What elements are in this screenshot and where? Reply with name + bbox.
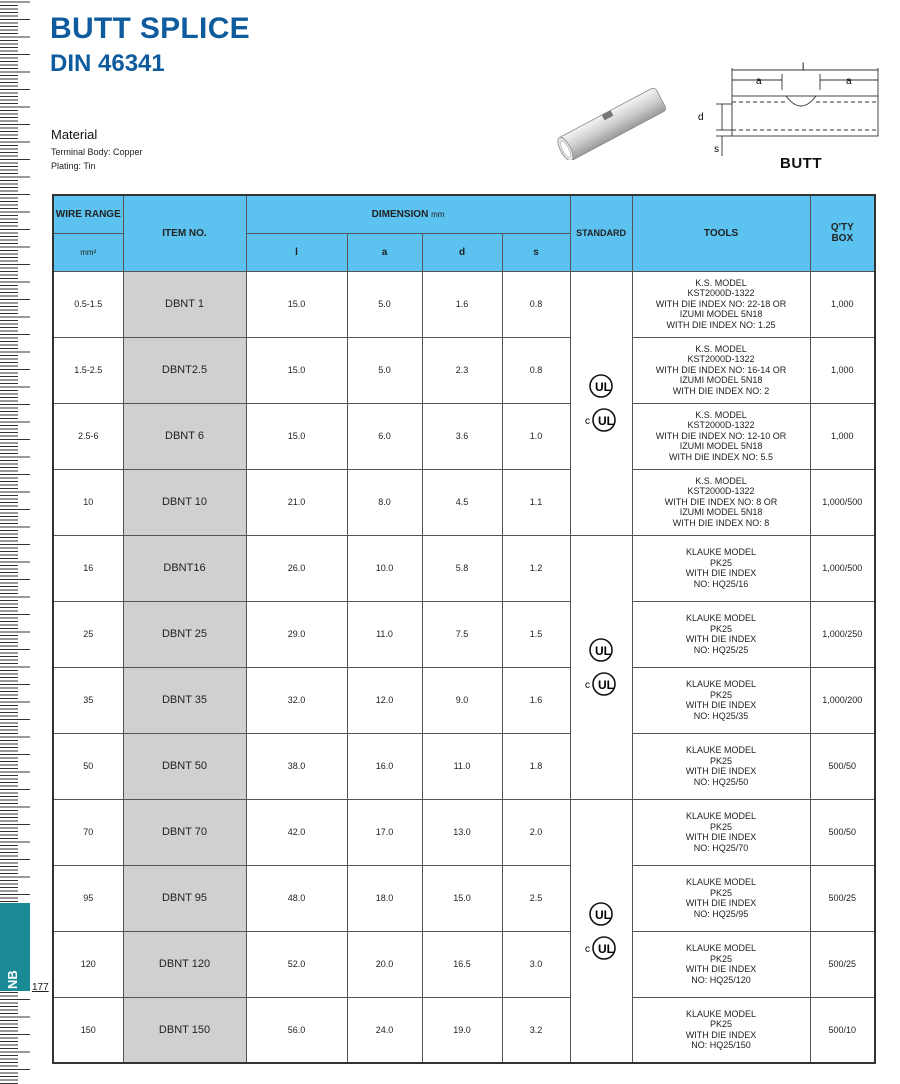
dim-l-cell: 21.0: [246, 469, 347, 535]
tools-line: NO: HQ25/50: [693, 776, 749, 787]
tools-line: KLAUKE MODEL: [686, 877, 757, 887]
dim-a-cell: 5.0: [347, 337, 422, 403]
tools-cell: [632, 403, 810, 469]
wire-range-cell: 16: [53, 535, 123, 601]
dim-a-cell: 24.0: [347, 997, 422, 1063]
qty-box-cell: 1,000: [810, 271, 875, 337]
tools-line: K.S. MODEL: [695, 475, 747, 486]
wire-range-cell: 120: [53, 931, 123, 997]
section-tab: [0, 903, 30, 991]
dim-d-cell: 1.6: [422, 271, 502, 337]
item-no-cell: DBNT 1: [123, 271, 246, 337]
item-no-cell: DBNT 120: [123, 931, 246, 997]
dim-d-cell: 15.0: [422, 865, 502, 931]
table-row: [53, 271, 875, 337]
header-standard: STANDARD: [570, 195, 632, 271]
header-dimension: DIMENSION mm: [246, 195, 570, 233]
tools-line: PK25: [710, 689, 733, 700]
qty-box-cell: 500/50: [810, 733, 875, 799]
dim-a-label-left: a: [756, 76, 762, 87]
dim-l-cell: 15.0: [246, 271, 347, 337]
tools-cell: [632, 733, 810, 799]
page-number: 177: [32, 982, 49, 993]
tools-line: NO: HQ25/95: [693, 908, 749, 919]
table-row: [53, 931, 875, 997]
tools-line: KLAUKE MODEL: [686, 679, 757, 689]
svg-text:UL: UL: [598, 678, 615, 692]
cul-mark-icon: [585, 935, 617, 961]
tools-line: KST2000D-1322: [687, 486, 755, 497]
dim-d-cell: 4.5: [422, 469, 502, 535]
diagram-caption: BUTT: [780, 155, 822, 172]
ul-mark-icon: [588, 901, 614, 927]
item-no-cell: DBNT2.5: [123, 337, 246, 403]
qty-box-cell: 1,000/200: [810, 667, 875, 733]
tools-line: WITH DIE INDEX NO: 16-14 OR: [655, 364, 787, 375]
material-body: Terminal Body: Copper: [51, 147, 143, 157]
tools-line: WITH DIE INDEX NO: 2: [672, 385, 770, 396]
tools-line: NO: HQ25/70: [693, 842, 749, 853]
dim-s-cell: 1.1: [502, 469, 570, 535]
wire-range-cell: 70: [53, 799, 123, 865]
qty-box-cell: 1,000/500: [810, 469, 875, 535]
dim-l-cell: 52.0: [246, 931, 347, 997]
qty-box-cell: 1,000/500: [810, 535, 875, 601]
tools-line: KLAUKE MODEL: [686, 613, 757, 623]
svg-text:c: c: [585, 416, 591, 427]
tools-cell: [632, 271, 810, 337]
tools-line: IZUMI MODEL 5N18: [679, 441, 763, 452]
dim-s-cell: 0.8: [502, 271, 570, 337]
wire-range-cell: 1.5-2.5: [53, 337, 123, 403]
dim-s-cell: 1.0: [502, 403, 570, 469]
header-wire-unit: mm²: [53, 233, 123, 271]
qty-box-cell: 1,000: [810, 337, 875, 403]
dim-a-cell: 6.0: [347, 403, 422, 469]
tools-line: WITH DIE INDEX NO: 22-18 OR: [655, 298, 787, 309]
dim-s-cell: 3.2: [502, 997, 570, 1063]
tools-line: K.S. MODEL: [695, 409, 747, 420]
dim-s-label: s: [714, 144, 719, 155]
tools-line: KST2000D-1322: [687, 288, 755, 299]
tools-line: KLAUKE MODEL: [686, 1008, 757, 1019]
dim-l-cell: 15.0: [246, 403, 347, 469]
tools-line: WITH DIE INDEX: [685, 700, 757, 710]
dim-a-cell: 18.0: [347, 865, 422, 931]
dim-l-cell: 38.0: [246, 733, 347, 799]
tools-cell: [632, 997, 810, 1063]
tools-line: WITH DIE INDEX: [685, 964, 757, 974]
dim-d-label: d: [698, 112, 704, 123]
tools-line: KLAUKE MODEL: [686, 745, 757, 755]
material-heading: Material: [51, 127, 98, 142]
dim-l-cell: 29.0: [246, 601, 347, 667]
page-title: BUTT SPLICE: [50, 12, 250, 45]
tools-cell: [632, 337, 810, 403]
header-dim-l: l: [246, 233, 347, 271]
dim-a-cell: 20.0: [347, 931, 422, 997]
dim-s-cell: 2.0: [502, 799, 570, 865]
tools-cell: [632, 667, 810, 733]
dim-a-cell: 16.0: [347, 733, 422, 799]
qty-box-cell: 1,000/250: [810, 601, 875, 667]
dim-s-cell: 3.0: [502, 931, 570, 997]
dim-d-cell: 2.3: [422, 337, 502, 403]
tools-line: WITH DIE INDEX: [685, 1029, 757, 1040]
wire-range-cell: 0.5-1.5: [53, 271, 123, 337]
wire-range-cell: 35: [53, 667, 123, 733]
qty-box-cell: 1,000: [810, 403, 875, 469]
dim-d-cell: 13.0: [422, 799, 502, 865]
dim-s-cell: 1.6: [502, 667, 570, 733]
svg-text:c: c: [585, 943, 591, 955]
header-dim-d: d: [422, 233, 502, 271]
butt-splice-photo: [548, 80, 688, 160]
tools-line: NO: HQ25/35: [693, 710, 749, 721]
wire-range-cell: 50: [53, 733, 123, 799]
wire-range-cell: 25: [53, 601, 123, 667]
wire-range-cell: 10: [53, 469, 123, 535]
dim-s-cell: 2.5: [502, 865, 570, 931]
wire-range-cell: 2.5-6: [53, 403, 123, 469]
item-no-cell: DBNT 25: [123, 601, 246, 667]
svg-text:c: c: [585, 680, 591, 691]
tools-line: PK25: [710, 755, 733, 766]
dim-d-cell: 5.8: [422, 535, 502, 601]
cul-mark-icon: [585, 407, 617, 433]
dim-s-cell: 1.2: [502, 535, 570, 601]
tools-line: WITH DIE INDEX NO: 8: [672, 517, 770, 528]
tools-line: KLAUKE MODEL: [686, 811, 757, 821]
dim-l-cell: 32.0: [246, 667, 347, 733]
tools-line: PK25: [710, 557, 733, 568]
table-row: [53, 799, 875, 865]
item-no-cell: DBNT 35: [123, 667, 246, 733]
dim-a-cell: 5.0: [347, 271, 422, 337]
table-row: [53, 997, 875, 1063]
table-row: [53, 469, 875, 535]
qty-box-cell: 500/25: [810, 931, 875, 997]
tools-line: WITH DIE INDEX NO: 8 OR: [664, 496, 778, 507]
tools-line: WITH DIE INDEX: [685, 568, 757, 578]
wire-range-cell: 150: [53, 997, 123, 1063]
item-no-cell: DBNT 6: [123, 403, 246, 469]
tools-line: PK25: [710, 623, 733, 634]
dim-d-cell: 3.6: [422, 403, 502, 469]
tools-line: KST2000D-1322: [687, 420, 755, 431]
table-row: [53, 403, 875, 469]
standard-cell: [570, 271, 632, 535]
header-dim-s: s: [502, 233, 570, 271]
tools-line: WITH DIE INDEX: [685, 766, 757, 776]
dim-s-cell: 1.5: [502, 601, 570, 667]
dim-s-cell: 0.8: [502, 337, 570, 403]
tools-line: NO: HQ25/25: [693, 644, 749, 655]
dim-l-cell: 15.0: [246, 337, 347, 403]
tools-line: WITH DIE INDEX: [685, 634, 757, 644]
tools-line: KLAUKE MODEL: [686, 943, 757, 953]
svg-text:UL: UL: [595, 644, 612, 658]
qty-box-cell: 500/10: [810, 997, 875, 1063]
spec-table: [52, 194, 876, 1064]
dim-l-cell: 26.0: [246, 535, 347, 601]
section-tab-label: NB: [5, 970, 20, 989]
table-row: [53, 601, 875, 667]
dim-d-cell: 16.5: [422, 931, 502, 997]
table-row: [53, 535, 875, 601]
dim-d-cell: 11.0: [422, 733, 502, 799]
table-row: [53, 337, 875, 403]
standard-cell: [570, 535, 632, 799]
page-subtitle: DIN 46341: [50, 50, 165, 77]
dim-d-cell: 7.5: [422, 601, 502, 667]
svg-text:UL: UL: [595, 380, 612, 394]
header-dim-a: a: [347, 233, 422, 271]
header-item-no: ITEM NO.: [123, 195, 246, 271]
tools-line: WITH DIE INDEX: [685, 898, 757, 908]
dim-a-cell: 12.0: [347, 667, 422, 733]
header-qty-box: Q'TY BOX: [810, 195, 875, 271]
header-wire-range: WIRE RANGE: [53, 195, 123, 233]
tools-line: IZUMI MODEL 5N18: [679, 507, 763, 518]
wire-range-cell: 95: [53, 865, 123, 931]
tools-cell: [632, 469, 810, 535]
tools-line: NO: HQ25/16: [693, 578, 749, 589]
dim-s-cell: 1.8: [502, 733, 570, 799]
qty-box-cell: 500/25: [810, 865, 875, 931]
tools-cell: [632, 799, 810, 865]
tools-line: WITH DIE INDEX NO: 12-10 OR: [655, 430, 787, 441]
dim-a-cell: 8.0: [347, 469, 422, 535]
dim-d-cell: 9.0: [422, 667, 502, 733]
tools-line: KLAUKE MODEL: [686, 547, 757, 557]
dim-a-cell: 10.0: [347, 535, 422, 601]
tools-line: WITH DIE INDEX NO: 1.25: [666, 319, 776, 330]
tools-cell: [632, 601, 810, 667]
standard-cell: [570, 799, 632, 1063]
table-row: [53, 667, 875, 733]
dim-a-cell: 17.0: [347, 799, 422, 865]
item-no-cell: DBNT16: [123, 535, 246, 601]
tools-line: K.S. MODEL: [695, 277, 747, 288]
item-no-cell: DBNT 95: [123, 865, 246, 931]
tools-line: K.S. MODEL: [695, 343, 747, 354]
dim-a-cell: 11.0: [347, 601, 422, 667]
dim-l-cell: 48.0: [246, 865, 347, 931]
tools-cell: [632, 535, 810, 601]
table-row: [53, 733, 875, 799]
material-plating: Plating: Tin: [51, 161, 96, 171]
ul-mark-icon: [588, 373, 614, 399]
dim-l-cell: 56.0: [246, 997, 347, 1063]
tools-line: PK25: [710, 887, 733, 898]
tools-cell: [632, 931, 810, 997]
item-no-cell: DBNT 150: [123, 997, 246, 1063]
tools-line: PK25: [710, 821, 733, 832]
header-tools: TOOLS: [632, 195, 810, 271]
table-row: [53, 865, 875, 931]
svg-text:UL: UL: [598, 414, 615, 428]
svg-text:UL: UL: [598, 941, 615, 956]
tools-line: IZUMI MODEL 5N18: [679, 309, 763, 320]
dim-l-cell: 42.0: [246, 799, 347, 865]
qty-box-cell: 500/50: [810, 799, 875, 865]
item-no-cell: DBNT 10: [123, 469, 246, 535]
tools-line: WITH DIE INDEX NO: 5.5: [669, 451, 774, 462]
item-no-cell: DBNT 70: [123, 799, 246, 865]
svg-text:UL: UL: [595, 907, 612, 922]
item-no-cell: DBNT 50: [123, 733, 246, 799]
tools-line: KST2000D-1322: [687, 354, 755, 365]
tools-line: NO: HQ25/150: [691, 1040, 751, 1051]
tools-line: PK25: [710, 953, 733, 964]
tools-line: PK25: [710, 1019, 733, 1030]
tools-cell: [632, 865, 810, 931]
tools-line: IZUMI MODEL 5N18: [679, 375, 763, 386]
dim-d-cell: 19.0: [422, 997, 502, 1063]
ul-mark-icon: [588, 637, 614, 663]
dim-a-label-right: a: [846, 76, 852, 87]
dim-l-label: l: [802, 62, 805, 73]
tools-line: WITH DIE INDEX: [685, 832, 757, 842]
cul-mark-icon: [585, 671, 617, 697]
tools-line: NO: HQ25/120: [691, 974, 751, 985]
